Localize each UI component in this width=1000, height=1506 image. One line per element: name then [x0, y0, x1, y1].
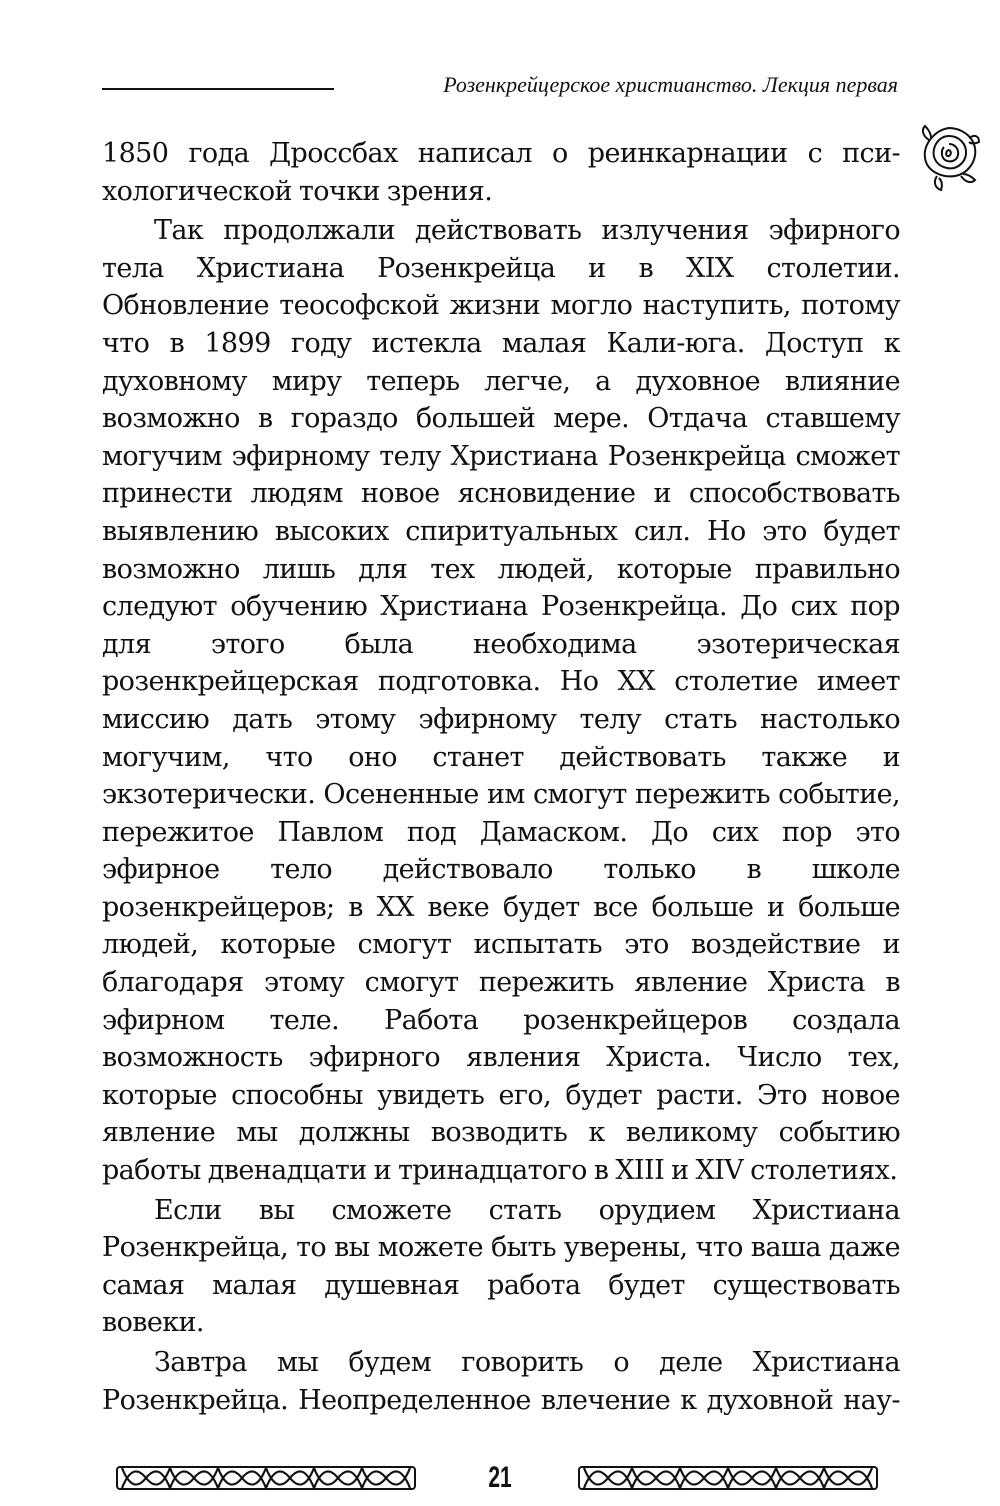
paragraph: Так продолжали действовать излучения эфирного тела Христиана Розенкрейца и в XIX столетии. Обновление теософской жизни могло наступить, потому что в 1899 году истекла малая Кали-юга. Доступ к духовному миру теперь легче, а духовное влияние возможно в гораздо большей мере. Отдача ставшему могучим эфирному телу Христиана Розенкрейца сможет принести людям новое ясновидение и способствовать выявлению высоких спиритуальных сил. Но это будет возможно лишь для тех людей, которые правильно следуют обучению Христиана Розенкрейца. До сих пор для этого была необходима эзотерическая розенкрейцерская подготовка. Но XX столетие имеет миссию дать этому эфирному телу стать настолько могучим, что оно станет действовать также и экзотерически. Осененные им смогут пережить событие, пережитое Павлом под Дамаском. До сих пор это эфирное тело действовало только в школе розенкрейцеров; в XX веке будет все больше и больше людей, которые смогут испытать это воздействие и благодаря этому смогут пережить явление Христа в эфирном теле. Работа розенкрейцеров создала возможность эфирного явления Христа. Число тех, которые способны увидеть его, будет расти. Это новое явление мы должны возводить к великому событию работы двенадцати и тринадцатого в XIII и XIV столетиях.	[102, 215, 900, 1187]
page-number: 21	[488, 1461, 512, 1494]
celtic-knot-border-icon	[578, 1464, 878, 1492]
main-text	[102, 135, 900, 1419]
paragraph: Завтра мы будем говорить о деле Христиана Розенкрейца. Неопределенное влечение к духовной нау-	[102, 1347, 900, 1416]
paragraph: 1850 года Дроссбах написал о реинкарнации с пси-хологической точки зрения.	[102, 138, 900, 207]
rose-ornament-icon	[917, 122, 981, 192]
celtic-knot-border-icon	[116, 1464, 416, 1492]
page-footer	[0, 1458, 1000, 1498]
header-rule	[102, 88, 334, 90]
running-title: Розенкрейцерское христианство. Лекция первая	[443, 72, 898, 97]
paragraph: Если вы сможете стать орудием Христиана Розенкрейца, то вы можете быть уверены, что ваша даже самая малая душевная работа будет существовать вовеки.	[102, 1194, 900, 1339]
